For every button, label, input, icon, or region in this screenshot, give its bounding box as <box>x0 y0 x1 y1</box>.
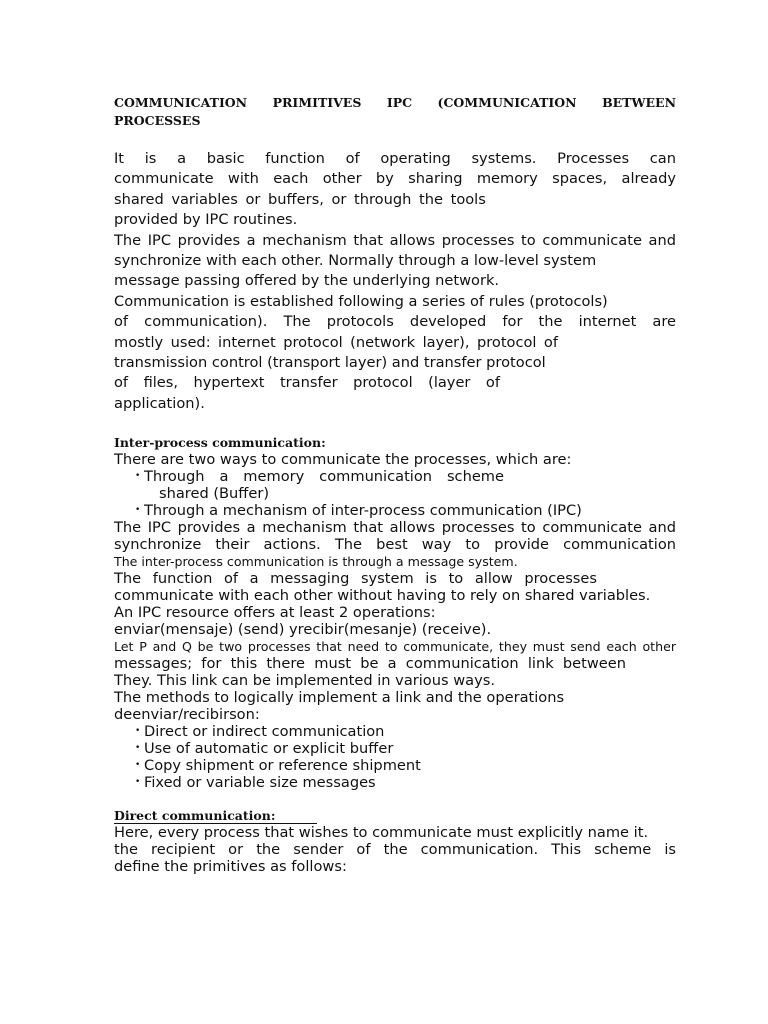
text-line: synchronize their actions. The best way to provide communication <box>114 536 676 554</box>
section-heading-direct: Direct communication: <box>114 807 676 824</box>
text-line: It is a basic function of operating systems. Processes can <box>114 150 676 167</box>
text-line: of files, hypertext transfer protocol (layer of <box>114 374 500 392</box>
text-line: The inter-process communication is through a message system. <box>114 554 518 570</box>
text-line: shared variables or buffers, or through the tools <box>114 190 486 208</box>
text-line: communicate with each other by sharing memory spaces, already <box>114 170 676 188</box>
list-item: • Direct or indirect communication <box>136 723 676 740</box>
text-line: synchronize with each other. Normally through a low-level system <box>114 252 597 270</box>
text-line: of communication). The protocols developed for the internet are <box>114 313 676 331</box>
text-line: Let P and Q be two processes that need to communicate, they must send each other <box>114 639 676 655</box>
text-line: message passing offered by the underlying network. <box>114 272 500 290</box>
text-line: deenviar/recibirson: <box>114 706 260 724</box>
list-item: • Copy shipment or reference shipment <box>136 757 676 774</box>
section2-paragraph <box>114 824 676 875</box>
text-line: transmission control (transport layer) and transfer protocol <box>114 354 546 372</box>
text-line: communicate with each other without having to rely on shared variables. <box>114 587 651 605</box>
list-item: • Use of automatic or explicit buffer <box>136 740 676 757</box>
text-line: the recipient or the sender of the communication. This scheme is <box>114 841 676 859</box>
text-line: The methods to logically implement a link and the operations <box>114 689 565 707</box>
text-line: enviar(mensaje) (send) yrecibir(mesanje) (receive). <box>114 621 492 639</box>
text-line: application). <box>114 394 205 412</box>
list-item: • Through a mechanism of inter-process communication (IPC) <box>136 502 676 519</box>
section-heading-inter-process: Inter-process communication: <box>114 435 326 451</box>
text-line: There are two ways to communicate the processes, which are: <box>114 451 572 469</box>
text-line: Communication is established following a series of rules (protocols) <box>114 292 608 310</box>
bullet-list-ways <box>114 468 676 519</box>
text-line: provided by IPC routines. <box>114 211 298 229</box>
document-title: COMMUNICATION PRIMITIVES IPC (COMMUNICATION BETWEEN PROCESSES <box>114 95 676 128</box>
list-item: • Through a memory communication scheme shared (Buffer) <box>136 468 676 502</box>
text-line: Here, every process that wishes to communicate must explicitly name it. <box>114 824 649 842</box>
text-line: An IPC resource offers at least 2 operations: <box>114 604 436 622</box>
section-lead <box>114 451 676 468</box>
section1-paragraph <box>114 519 676 723</box>
text-line: messages; for this there must be a communication link between <box>114 655 626 673</box>
text-line: The function of a messaging system is to allow processes <box>114 570 597 588</box>
bullet-list-methods <box>114 723 676 791</box>
intro-paragraph <box>114 149 676 414</box>
list-item: • Fixed or variable size messages <box>136 774 676 791</box>
text-line: They. This link can be implemented in various ways. <box>114 672 495 690</box>
text-line: The IPC provides a mechanism that allows processes to communicate and <box>114 519 676 537</box>
document-body <box>114 94 676 875</box>
text-line: The IPC provides a mechanism that allows processes to communicate and <box>114 231 676 249</box>
text-line: mostly used: internet protocol (network layer), protocol of <box>114 333 558 351</box>
text-line: define the primitives as follows: <box>114 858 347 876</box>
